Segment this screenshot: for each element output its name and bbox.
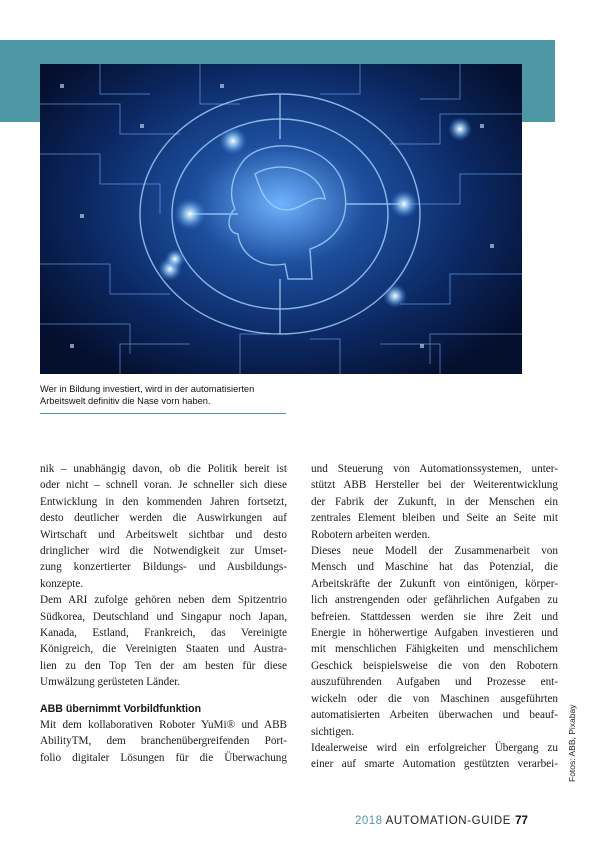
right-text-column xyxy=(311,461,558,773)
text-line: wickeln oder die von Maschinen ausgeführten xyxy=(311,692,558,705)
paragraph xyxy=(311,543,558,740)
text-line: konzepte. xyxy=(40,577,84,590)
image-caption xyxy=(40,383,286,414)
section-heading: ABB übernimmt Vorbildfunktion xyxy=(40,702,202,715)
text-line: Mensch und Maschine hat das Potenzial, die xyxy=(311,561,558,574)
text-line: Königreich, die Vereinigten Staaten und Austra- xyxy=(40,643,287,656)
text-line: befreien. Stattdessen werden sie ihre Zeit und xyxy=(311,610,558,623)
text-line: zentrales Element bleiben und Seite an Seite mit xyxy=(311,512,558,525)
paragraph xyxy=(311,740,558,773)
text-line: zung konzertierter Bildungs- und Ausbildungs- xyxy=(40,561,287,574)
text-line: und Steuerung von Automationssystemen, unter- xyxy=(311,463,558,475)
text-line: Idealerweise wird ein erfolgreicher Übergang zu xyxy=(311,741,558,754)
text-line: auszuführenden Aufgaben und Prozesse ent- xyxy=(311,676,558,689)
text-line: desto deutlicher werden die Auswirkungen auf xyxy=(40,512,287,525)
footer-title: AUTOMATION-GUIDE xyxy=(385,815,512,827)
text-line: AbilityTM, dem branchenübergreifenden Port- xyxy=(40,735,287,748)
text-line: oder nicht – schnell voran. Je schneller sich diese xyxy=(40,479,287,492)
photo-credit: Fotos: ABB, Pixabay xyxy=(567,704,577,782)
text-line: Umwälzung gerüsteten Länder. xyxy=(40,676,181,689)
text-line: Südkorea, Deutschland und Singapur noch Japan, xyxy=(40,610,287,623)
left-text-column xyxy=(40,461,287,766)
text-line: Kanada, Estland, Frankreich, das Vereinigte xyxy=(40,627,287,640)
caption-line: Arbeitswelt definitiv die Nase vorn haben. xyxy=(40,396,211,406)
text-line: einer auf smarte Automation gestützten verarbei- xyxy=(311,758,558,771)
text-line: Energie in höherwertige Aufgaben investieren und xyxy=(311,627,558,640)
brain-circuit-illustration xyxy=(40,64,522,374)
caption-line: Wer in Bildung investiert, wird in der automatisierten xyxy=(40,384,255,394)
paragraph xyxy=(40,461,287,592)
footer-year: 2018 xyxy=(355,815,383,827)
page-footer xyxy=(355,815,555,827)
text-line: folio digitaler Lösungen für die Überwachung xyxy=(40,751,287,764)
text-line: Geschick beispielsweise die von den Robotern xyxy=(311,659,558,672)
text-line: Dem ARI zufolge gehören neben dem Spitzentrio xyxy=(40,594,287,607)
hero-image xyxy=(40,64,522,374)
text-line: dringlicher wird die Notwendigkeit zur Umset- xyxy=(40,545,287,558)
text-line: stützt ABB Hersteller bei der Weiterentwicklung xyxy=(311,479,558,492)
text-line: Mit dem kollaborativen Roboter YuMi® und ABB xyxy=(40,718,287,731)
text-line: Wirtschaft und Arbeitswelt sichtbar und desto xyxy=(40,528,287,541)
text-line: sichtigen. xyxy=(311,725,355,738)
text-line: automatisierten Arbeiten überwachen und beauf- xyxy=(311,709,558,722)
paragraph xyxy=(40,717,287,766)
text-line: Dieses neue Modell der Zusammenarbeit von xyxy=(311,545,558,558)
text-line: mit menschlichen Fähigkeiten und menschlichem xyxy=(311,643,558,656)
text-line: Arbeitskräfte der Zukunft von eintönigen, körper- xyxy=(311,577,558,590)
text-line: der Fabrik der Zukunft, in der Menschen ein xyxy=(311,495,558,508)
text-line: lich anstrengenden oder gefährlichen Aufgaben zu xyxy=(311,594,558,607)
text-line: nik – unabhängig davon, ob die Politik bereit ist xyxy=(40,463,287,475)
page-number: 77 xyxy=(515,815,528,827)
paragraph xyxy=(40,592,287,690)
text-line: Robotern arbeiten werden. xyxy=(311,528,430,541)
paragraph xyxy=(311,461,558,543)
text-line: lien zu den Top Ten der am besten für diese xyxy=(40,659,287,672)
text-line: Entwicklung in den kommenden Jahren fortsetzt, xyxy=(40,495,287,508)
